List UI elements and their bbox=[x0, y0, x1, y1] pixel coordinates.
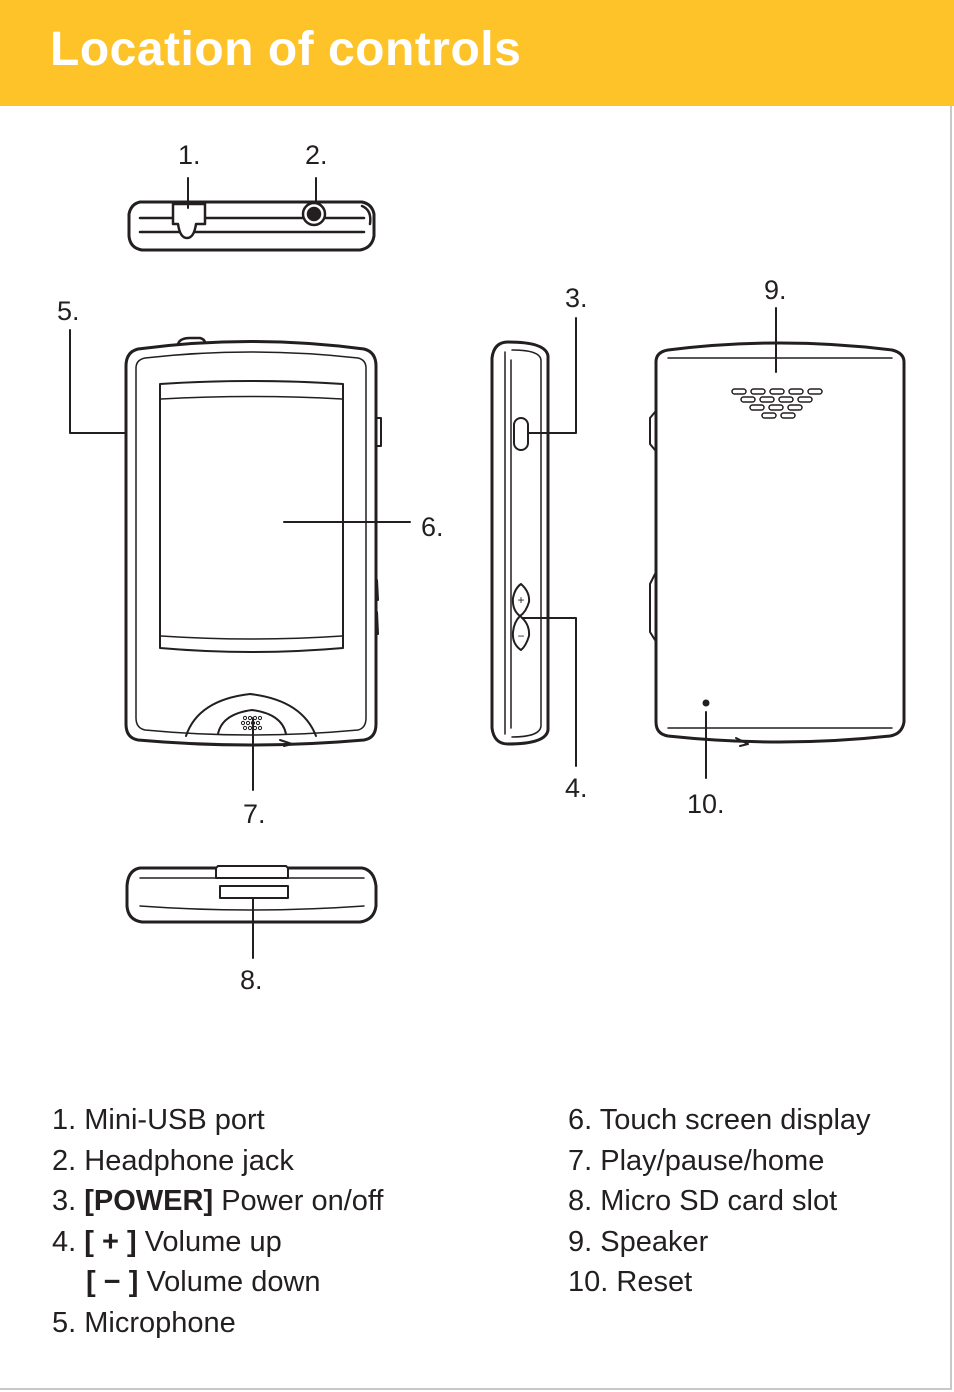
callout-8: 8. bbox=[240, 965, 263, 995]
legend-left-column bbox=[52, 1100, 383, 1343]
callout-leader-lines bbox=[70, 178, 776, 958]
legend-number: 7. bbox=[568, 1144, 593, 1177]
power-button[interactable] bbox=[514, 418, 528, 450]
legend-right-column bbox=[568, 1100, 871, 1303]
legend-text: Power on/off bbox=[221, 1185, 384, 1217]
microphone-holes-icon bbox=[241, 716, 261, 729]
callout-7: 7. bbox=[243, 799, 266, 829]
legend-number: 9. bbox=[568, 1225, 593, 1258]
legend-text: Reset bbox=[616, 1266, 693, 1298]
legend-item-reset bbox=[568, 1262, 871, 1303]
legend-number: 4. bbox=[52, 1225, 77, 1258]
legend-keyword: [POWER] bbox=[84, 1185, 214, 1217]
legend-item-volume-down bbox=[52, 1262, 383, 1303]
legend-number: 5. bbox=[52, 1306, 77, 1339]
legend-text: Volume up bbox=[144, 1225, 282, 1258]
legend-text: Speaker bbox=[600, 1225, 709, 1258]
volume-up-symbol: + bbox=[517, 593, 525, 607]
legend-item-touch-screen bbox=[568, 1100, 871, 1141]
legend-item-mini-usb bbox=[52, 1100, 383, 1141]
callout-10: 10. bbox=[687, 789, 725, 819]
header-banner bbox=[0, 0, 954, 106]
legend-text: Headphone jack bbox=[84, 1144, 294, 1177]
legend-text: Play/pause/home bbox=[600, 1144, 825, 1177]
callout-6: 6. bbox=[421, 512, 444, 542]
legend-number: 6. bbox=[568, 1104, 593, 1136]
legend-item-micro-sd bbox=[568, 1181, 871, 1222]
legend-number: 8. bbox=[568, 1185, 593, 1217]
page-title: Location of controls bbox=[50, 23, 522, 76]
device-diagram bbox=[0, 106, 954, 1026]
legend-text: Micro SD card slot bbox=[600, 1185, 838, 1217]
callout-3: 3. bbox=[565, 283, 588, 313]
touch-screen-display[interactable] bbox=[160, 381, 343, 652]
legend-keyword: [ + ] bbox=[84, 1225, 137, 1258]
legend-item-microphone bbox=[52, 1303, 383, 1344]
device-top-view bbox=[129, 202, 374, 250]
device-side-view bbox=[492, 342, 548, 744]
reset-hole[interactable] bbox=[703, 700, 710, 707]
callout-2: 2. bbox=[305, 140, 328, 170]
callout-4: 4. bbox=[565, 773, 588, 803]
legend-item-volume-up bbox=[52, 1222, 383, 1263]
legend-item-play-pause bbox=[568, 1141, 871, 1182]
legend-text: Touch screen display bbox=[599, 1104, 871, 1136]
legend-item-headphone bbox=[52, 1141, 383, 1182]
legend-item-power bbox=[52, 1181, 383, 1222]
callout-1: 1. bbox=[178, 140, 201, 170]
legend-text: Mini-USB port bbox=[84, 1104, 265, 1136]
legend-text: Microphone bbox=[84, 1306, 236, 1339]
callout-5: 5. bbox=[57, 296, 80, 326]
legend-keyword: [ − ] bbox=[86, 1266, 139, 1298]
volume-down-symbol: − bbox=[517, 629, 525, 643]
device-front-view bbox=[126, 338, 381, 746]
legend-number: 10. bbox=[568, 1266, 609, 1298]
legend-number: 1. bbox=[52, 1104, 77, 1136]
callout-9: 9. bbox=[764, 275, 787, 305]
legend-item-speaker bbox=[568, 1222, 871, 1263]
speaker-grille-icon bbox=[732, 389, 822, 418]
micro-sd-slot[interactable] bbox=[220, 886, 288, 898]
device-bottom-view bbox=[127, 866, 376, 922]
legend-number: 3. bbox=[52, 1185, 77, 1217]
device-back-view bbox=[650, 343, 904, 746]
legend-text: Volume down bbox=[146, 1266, 321, 1298]
legend-number: 2. bbox=[52, 1144, 77, 1177]
